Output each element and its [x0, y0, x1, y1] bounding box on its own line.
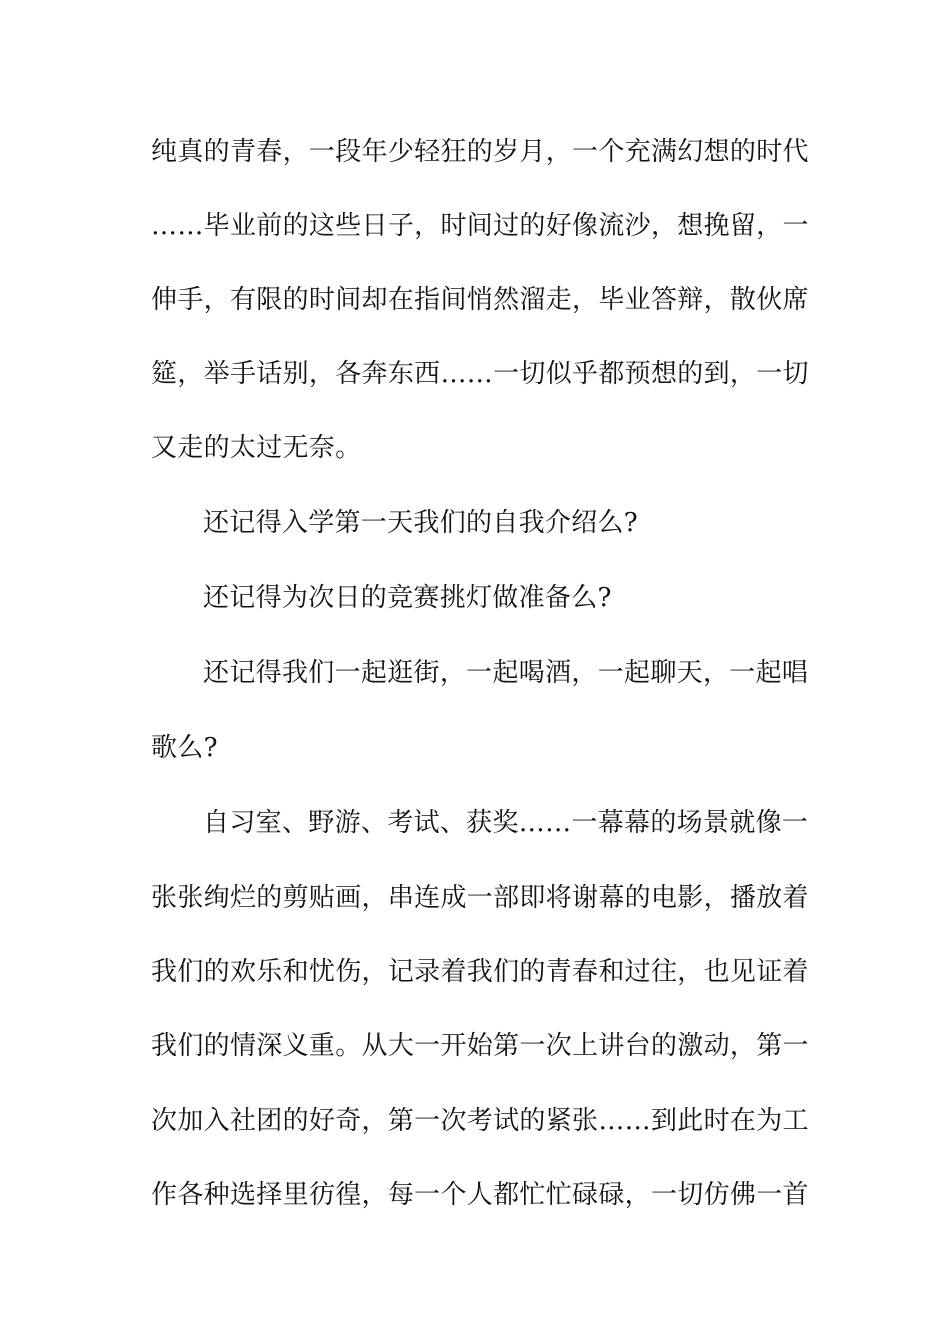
text-line: 筵 ， 举 手 话 别 ， 各 奔 东 西 … … 一 切 似 乎 都 预 想 的 到 ， 一 切 — [151, 359, 809, 389]
text-line: 作 各 种 选 择 里 彷 徨 ， 每 一 个 人 都 忙 忙 碌 碌 ， 一 切 仿 佛 一 首 — [151, 1180, 809, 1210]
paragraph-first-line: 自 习 室 、 野 游 、 考 试 、 获 奖 … … 一 幕 幕 的 场 景 就 像 一 — [203, 808, 809, 838]
paragraph-last-line: 歌么? — [151, 733, 218, 763]
text-line: 纯 真 的 青 春 ， 一 段 年 少 轻 狂 的 岁 月 ， 一 个 充 满 幻 想 的 时 代 — [151, 137, 809, 167]
text-line: 次 加 入 社 团 的 好 奇 ， 第 一 次 考 试 的 紧 张 … … 到 此 时 在 为 工 — [151, 1106, 809, 1136]
paragraph-first-line: 还 记 得 我 们 一 起 逛 街 ， 一 起 喝 酒 ， 一 起 聊 天 ， 一 起 唱 — [203, 658, 809, 688]
paragraph-line: 还记得入学第一天我们的自我介绍么? — [203, 508, 639, 538]
text-line: 我 们 的 情 深 义 重 。 从 大 一 开 始 第 一 次 上 讲 台 的 激 动 ， 第 一 — [151, 1031, 809, 1061]
text-line: … … 毕 业 前 的 这 些 日 子 ， 时 间 过 的 好 像 流 沙 ， 想 挽 留 ， 一 — [151, 211, 809, 241]
paragraph-line: 还记得为次日的竞赛挑灯做准备么? — [203, 583, 612, 613]
text-line: 张 张 绚 烂 的 剪 贴 画 ， 串 连 成 一 部 即 将 谢 幕 的 电 影 ， 播 放 着 — [151, 883, 809, 913]
text-line: 我 们 的 欢 乐 和 忧 伤 ， 记 录 着 我 们 的 青 春 和 过 往 ， 也 见 证 着 — [151, 957, 809, 987]
text-line: 伸 手 ， 有 限 的 时 间 却 在 指 间 悄 然 溜 走 ， 毕 业 答 辩 ， 散 伙 席 — [151, 285, 809, 315]
paragraph-last-line: 又走的太过无奈。 — [151, 433, 362, 463]
